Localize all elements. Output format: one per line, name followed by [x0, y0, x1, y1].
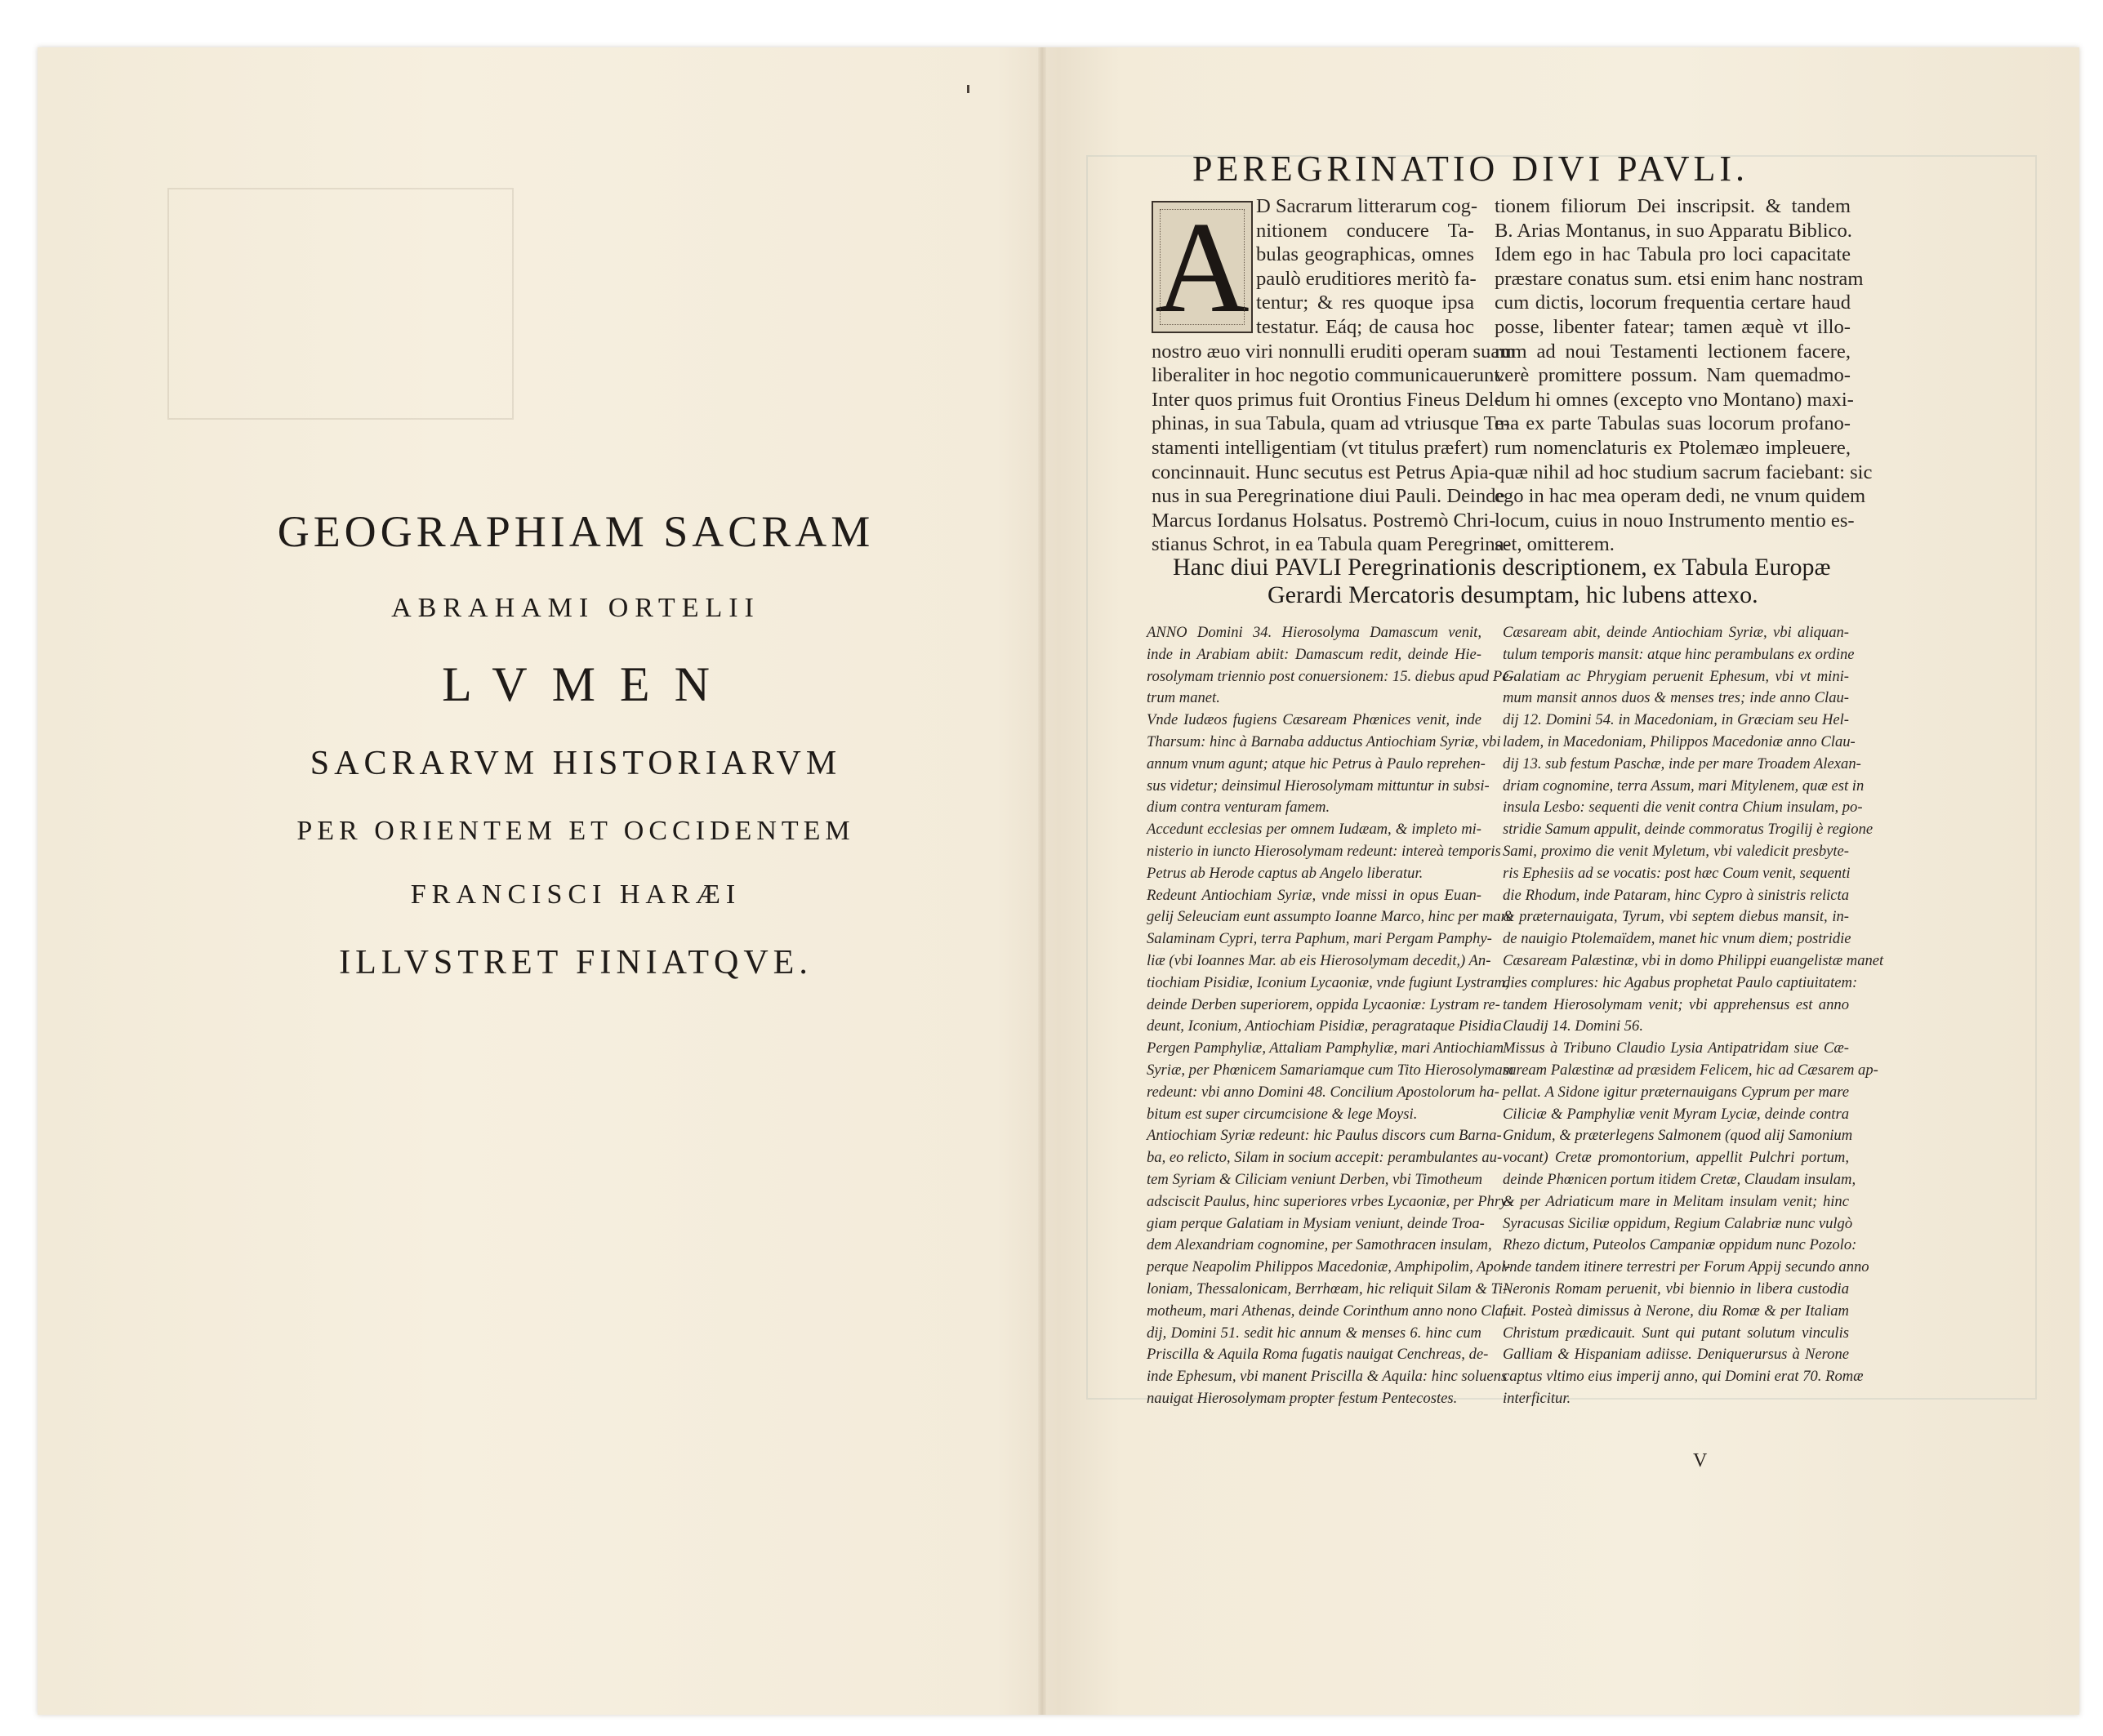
text-line: deinde Derben superiorem, oppida Lycaoniæ: Lystram re-	[1147, 995, 1500, 1013]
text-line: Vnde Iudæos fugiens Cæsaream Phœnices venit, inde	[1147, 711, 1481, 729]
text-line: Salaminam Cypri, terra Paphum, mari Pergam Pamphy-	[1147, 930, 1492, 948]
title-line-2: ABRAHAMI ORTELII	[391, 593, 760, 623]
text-line: vocant) Cretæ promontorium, appellit Pulchri portum,	[1503, 1149, 1849, 1167]
text-line: die Rhodum, inde Pataram, hinc Cypro à sinistris relicta	[1503, 886, 1849, 904]
text-line: ladem, in Macedoniam, Philippos Macedoniæ anno Clau-	[1503, 732, 1856, 750]
text-line: Priscilla & Aquila Roma fugatis nauigat Cenchreas, de-	[1147, 1346, 1489, 1364]
text-line: posse, libenter fatear; tamen æquè vt illo-	[1495, 315, 1851, 338]
text-line: trum manet.	[1147, 689, 1220, 707]
text-line: & per Adriaticum mare in Melitam insulam venit; hinc	[1503, 1192, 1849, 1210]
text-line: dum hi omnes (excepto vno Montano) maxi-	[1495, 388, 1854, 411]
intro-column-left	[1152, 194, 1516, 557]
text-line: paulò eruditiores meritò fa-	[1256, 267, 1477, 290]
text-line: Sami, proximo die venit Myletum, vbi valedicit presbyte-	[1503, 842, 1849, 860]
text-line: testatur. Eáq; de causa hoc	[1256, 315, 1474, 338]
text-line: Redeunt Antiochiam Syriæ, vnde missi in opus Euan-	[1147, 886, 1481, 904]
text-line: Missus à Tribuno Claudio Lysia Antipatridam siue Cæ-	[1503, 1039, 1849, 1057]
text-line: gelij Seleuciam eunt assumpto Ioanne Marco, hinc per mare	[1147, 908, 1513, 926]
intro-column-right	[1495, 194, 1873, 557]
text-line: interficitur.	[1503, 1389, 1571, 1407]
text-line: deinde Phœnicen portum itidem Cretæ, Claudam insulam,	[1503, 1170, 1856, 1188]
text-line: ba, eo relicto, Silam in socium accepit: perambulantes au-	[1147, 1149, 1503, 1167]
text-line: ego in hac mea operam dedi, ne vnum quidem	[1495, 485, 1866, 508]
text-line: tentur; & res quoque ipsa	[1256, 292, 1474, 314]
text-line: stianus Schrot, in ea Tabula quam Peregrina-	[1152, 533, 1511, 556]
right-page-title: PEREGRINATIO DIVI PAVLI.	[1192, 149, 1749, 189]
text-line: Cæsaream Palæstinæ, vbi in domo Philippi euangelistæ manet	[1503, 951, 1884, 969]
text-line: pellat. A Sidone igitur præternauigans Cyprum per mare	[1503, 1083, 1849, 1101]
text-line: verè promittere possum. Nam quemadmo-	[1495, 364, 1851, 387]
text-line: nus in sua Peregrinatione diui Pauli. Deinde	[1152, 485, 1505, 508]
text-line: nauigat Hierosolymam propter festum Pentecostes.	[1147, 1389, 1458, 1407]
text-line: Antiochiam Syriæ redeunt: hic Paulus discors cum Barna-	[1147, 1127, 1502, 1145]
title-line-7: ILLVSTRET FINIATQVE.	[339, 944, 813, 982]
text-line: cum dictis, locorum frequentia certare haud	[1495, 292, 1851, 314]
text-line: quæ nihil ad hoc studium sacrum faciebant: sic	[1495, 461, 1873, 483]
text-line: driam cognomine, terra Assum, mari Mitylenem, quæ est in	[1503, 777, 1865, 795]
text-line: loniam, Thessalonicam, Berrhœam, hic reliquit Silam & Ti-	[1147, 1280, 1508, 1298]
text-line: insula Lesbo: sequenti die venit contra Chium insulam, po-	[1503, 799, 1863, 817]
text-line: Tharsum: hinc à Barnaba adductus Antiochiam Syriæ, vbi	[1147, 732, 1501, 750]
text-line: captus vltimo eius imperij anno, qui Domini erat 70. Romæ	[1503, 1368, 1864, 1386]
text-line: dij 13. sub festum Paschæ, inde per mare Troadem Alexan-	[1503, 754, 1861, 772]
text-line: mum mansit annos duos & menses tres; inde anno Clau-	[1503, 689, 1849, 707]
text-line: deunt, Iconium, Antiochiam Pisidiæ, peragrataque Pisidia	[1147, 1017, 1502, 1035]
text-line: tandem Hierosolymam venit; vbi apprehensus est anno	[1503, 995, 1849, 1013]
text-line: liæ (vbi Ioannes Mar. ab eis Hierosolymam decedit,) An-	[1147, 951, 1491, 969]
text-line: Idem ego in hac Tabula pro loci capacitate	[1495, 243, 1851, 266]
text-line: perque Neapolim Philippos Macedoniæ, Amphipolim, Apol-	[1147, 1258, 1511, 1276]
show-through-plate	[167, 188, 514, 420]
text-line: inde in Arabiam abiit: Damascum redit, deinde Hie-	[1147, 645, 1481, 663]
text-line: ma ex parte Tabulas suas locorum profano-	[1495, 412, 1851, 435]
text-line: vnde tandem itinere terrestri per Forum Appij secundo anno	[1503, 1258, 1869, 1276]
text-line: bulas geographicas, omnes	[1256, 243, 1474, 266]
text-line: B. Arias Montanus, in suo Apparatu Biblico.	[1495, 219, 1852, 242]
text-line: tiochiam Pisidiæ, Iconium Lycaoniæ, vnde fugiunt Lystram,	[1147, 973, 1509, 991]
text-line: set, omitterem.	[1495, 533, 1615, 556]
text-line: Inter quos primus fuit Orontius Fineus Del-	[1152, 388, 1501, 411]
text-line: saream Palæstinæ ad præsidem Felicem, hic ad Cæsarem ap-	[1503, 1061, 1878, 1079]
text-line: tem Syriam & Ciliciam veniunt Derben, vbi Timotheum	[1147, 1170, 1483, 1188]
text-line: nisterio in iuncto Hierosolymam redeunt: intereà temporis	[1147, 842, 1501, 860]
text-line: Cæsaream abit, deinde Antiochiam Syriæ, vbi aliquan-	[1503, 624, 1849, 641]
text-line: dij, Domini 51. sedit hic annum & menses 6. hinc cum	[1147, 1324, 1481, 1342]
text-line: nitionem conducere Ta-	[1256, 219, 1474, 242]
text-line: Galliam & Hispaniam adiisse. Deniquerursus à Nerone	[1503, 1346, 1849, 1364]
text-line: Gnidum, & præterlegens Salmonem (quod alij Samonium	[1503, 1127, 1853, 1145]
text-line: ANNO Domini 34. Hierosolyma Damascum venit,	[1147, 624, 1481, 641]
text-line: dium contra venturam famem.	[1147, 799, 1330, 817]
text-line: præstare conatus sum. etsi enim hanc nostram	[1495, 267, 1864, 290]
section-subtitle-line-1: Hanc diui PAVLI Peregrinationis descriptionem, ex Tabula Europæ	[1173, 554, 1831, 581]
text-line: rosolymam triennio post conuersionem: 15. diebus apud Pe-	[1147, 667, 1514, 685]
text-line: locum, cuius in nouo Instrumento mentio es-	[1495, 509, 1855, 532]
title-line-3: LVMEN	[442, 657, 734, 711]
text-line: Petrus ab Herode captus ab Angelo liberatur.	[1147, 864, 1424, 882]
center-fold	[1038, 47, 1046, 1715]
ink-mark	[967, 85, 969, 93]
text-line: Syracusas Siciliæ oppidum, Regium Calabriæ nunc vulgò	[1503, 1214, 1853, 1232]
text-line: dij 12. Domini 54. in Macedoniam, in Græciam seu Hel-	[1503, 711, 1849, 729]
text-line: & præternauigata, Tyrum, vbi septem diebus mansit, in-	[1503, 908, 1849, 926]
body-column-right	[1503, 622, 1884, 1410]
text-line: sus videtur; deinsimul Hierosolymam mittuntur in subsi-	[1147, 777, 1490, 795]
title-line-5: PER ORIENTEM ET OCCIDENTEM	[296, 816, 855, 846]
text-line: tionem filiorum Dei inscripsit. & tandem	[1495, 195, 1851, 217]
text-line: bitum est super circumcisione & lege Moysi.	[1147, 1105, 1418, 1123]
text-line: Christum prædicauit. Sunt qui putant solutum vinculis	[1503, 1324, 1849, 1342]
text-line: ris Ephesiis ad se vocatis: post hæc Coum venit, sequenti	[1503, 864, 1851, 882]
text-line: stridie Samum appulit, deinde commoratus Trogilij è regione	[1503, 821, 1874, 839]
text-line: Ciliciæ & Pamphyliæ venit Myram Lyciæ, deinde contra	[1503, 1105, 1849, 1123]
body-column-left	[1147, 622, 1516, 1410]
text-line: tulum temporis mansit: atque hinc perambulans ex ordine	[1503, 645, 1855, 663]
title-line-6: FRANCISCI HARÆI	[410, 879, 742, 910]
text-line: liberaliter in hoc negotio communicauerunt.	[1152, 364, 1505, 387]
text-line: adsciscit Paulus, hinc superiores vrbes Lycaoniæ, per Phry-	[1147, 1192, 1513, 1210]
text-line: Accedunt ecclesias per omnem Iudæam, & impleto mi-	[1147, 821, 1481, 839]
text-line: annum vnum agunt; atque hic Petrus à Paulo reprehen-	[1147, 754, 1486, 772]
text-line: Neronis Romam peruenit, vbi biennio in libera custodia	[1503, 1280, 1849, 1298]
signature-mark: V	[1693, 1450, 1708, 1471]
text-line: nostro æuo viri nonnulli eruditi operam suam	[1152, 340, 1516, 363]
text-line: D Sacrarum litterarum cog-	[1256, 195, 1478, 217]
ornamental-drop-cap: A	[1152, 201, 1253, 333]
text-line: de nauigio Ptolemaïdem, manet hic vnum diem; postridie	[1503, 930, 1851, 948]
text-line: Claudij 14. Domini 56.	[1503, 1017, 1644, 1035]
text-line: Rhezo dictum, Puteolos Campaniæ oppidum nunc Pozolo:	[1503, 1236, 1857, 1254]
title-line-4: SACRARVM HISTORIARVM	[310, 745, 842, 782]
text-line: inde Ephesum, vbi manent Priscilla & Aquila: hinc soluens	[1147, 1368, 1508, 1386]
title-line-1: GEOGRAPHIAM SACRAM	[277, 507, 875, 556]
text-line: Galatiam ac Phrygiam peruenit Ephesum, vbi vt mini-	[1503, 667, 1849, 685]
text-line: giam perque Galatiam in Mysiam veniunt, deinde Troa-	[1147, 1214, 1485, 1232]
text-line: Marcus Iordanus Holsatus. Postremò Chri-	[1152, 509, 1496, 532]
section-subtitle-line-2: Gerardi Mercatoris desumptam, hic lubens attexo.	[1268, 581, 1758, 608]
text-line: concinnauit. Hunc secutus est Petrus Apia-	[1152, 461, 1495, 483]
text-line: stamenti intelligentiam (vt titulus præfert)	[1152, 436, 1489, 459]
text-line: Syriæ, per Phœnicem Samariamque cum Tito Hierosolymam	[1147, 1061, 1514, 1079]
text-line: Pergen Pamphyliæ, Attaliam Pamphyliæ, mari Antiochiam	[1147, 1039, 1504, 1057]
text-line: dem Alexandriam cognomine, per Samothracen insulam,	[1147, 1236, 1492, 1254]
text-line: dies complures: hic Agabus prophetat Paulo captiuitatem:	[1503, 973, 1858, 991]
text-line: fuit. Posteà dimissus à Nerone, diu Romæ & per Italiam	[1503, 1302, 1849, 1320]
text-line: rum nomenclaturis ex Ptolemæo impleuere,	[1495, 436, 1851, 459]
left-page-title-block	[196, 506, 956, 982]
text-line: motheum, mari Athenas, deinde Corinthum anno nono Clau-	[1147, 1302, 1516, 1320]
text-line: phinas, in sua Tabula, quam ad vtriusque Te-	[1152, 412, 1510, 435]
text-line: redeunt: vbi anno Domini 48. Concilium Apostolorum ha-	[1147, 1083, 1499, 1101]
text-line: rum ad noui Testamenti lectionem facere,	[1495, 340, 1851, 363]
